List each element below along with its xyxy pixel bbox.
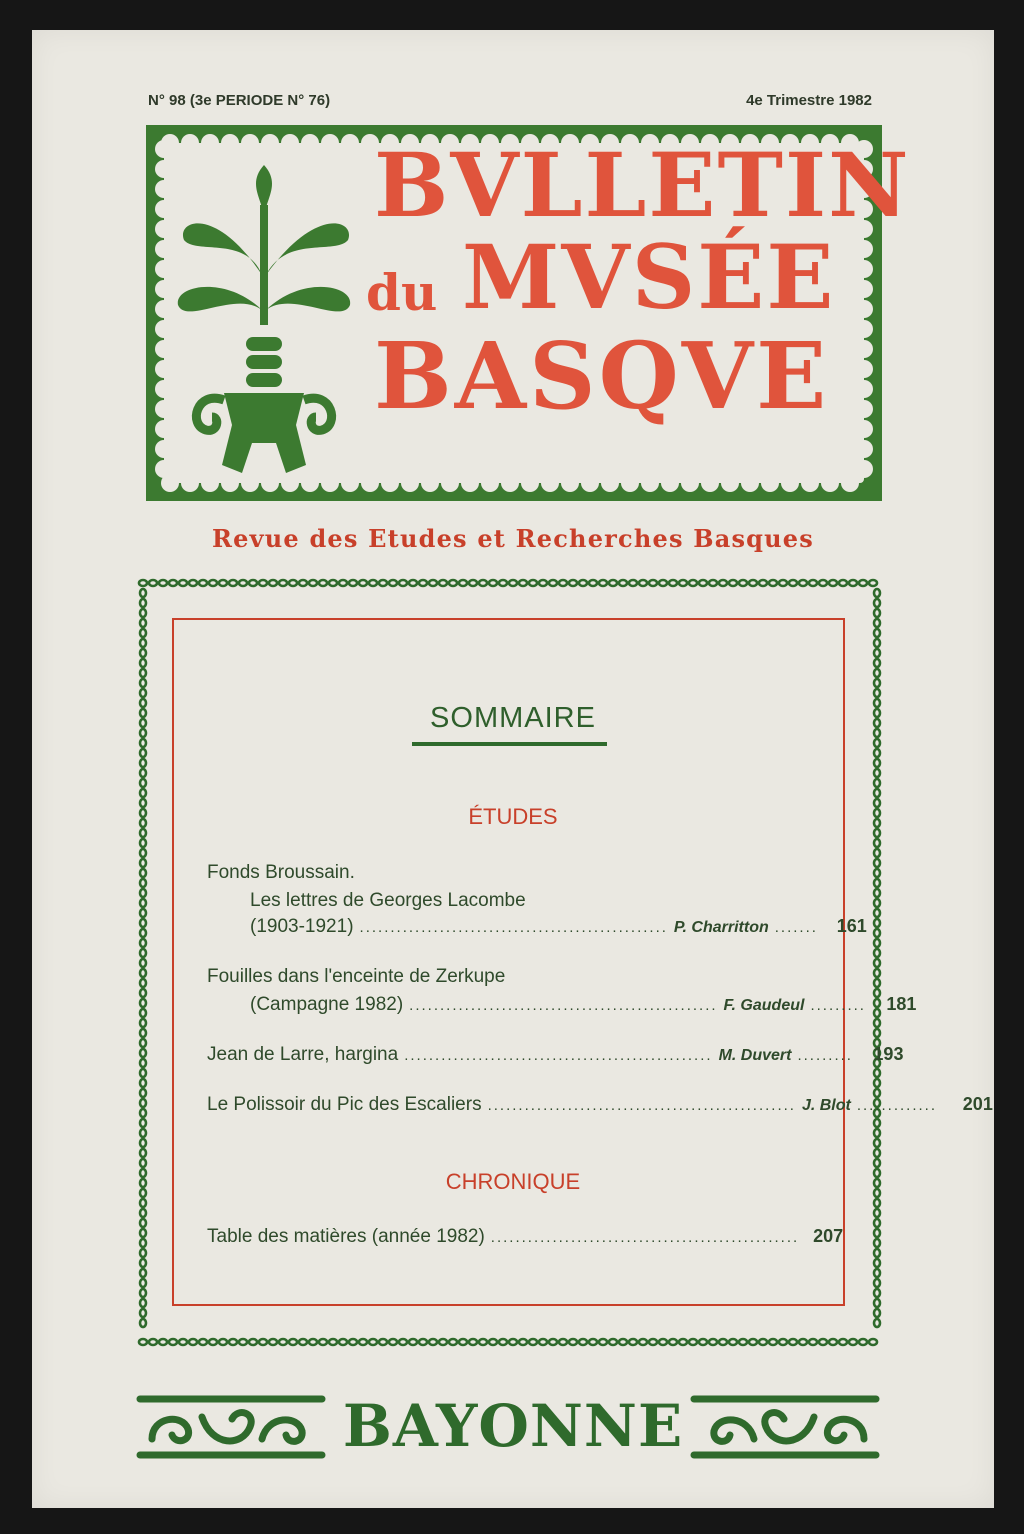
toc-leader-dots: ..................................................	[359, 919, 668, 936]
toc-leader-dots: .............	[856, 1097, 938, 1114]
toc-page-number: 193	[873, 1044, 904, 1064]
toc-leader-dots: ..................................................	[490, 1229, 800, 1246]
masthead-line-3: BASQVE	[374, 322, 830, 430]
toc-leader-dots: ..................................................	[409, 997, 718, 1014]
toc-entry-text: Le Polissoir du Pic des Escaliers	[207, 1094, 482, 1115]
issue-number: N° 98 (3e PERIODE N° 76)	[148, 92, 331, 109]
cover-page	[32, 30, 994, 1508]
toc-author: M. Duvert	[718, 1047, 792, 1064]
toc-leader-dots: .........	[810, 997, 866, 1014]
toc-author: J. Blot	[801, 1097, 851, 1114]
toc-entry-text: Table des matières (année 1982)	[207, 1226, 485, 1247]
toc-entry	[207, 1226, 844, 1252]
tagline: Revue des Etudes et Recherches Basques	[212, 524, 814, 553]
city-name: BAYONNE	[342, 1392, 684, 1460]
toc-leader-dots: .......	[774, 919, 818, 936]
section-heading-chronique: CHRONIQUE	[445, 1169, 581, 1194]
masthead-line-2-small: du	[366, 263, 438, 322]
toc-entry-text: (1903-1921)	[250, 916, 354, 937]
masthead-title	[366, 133, 911, 495]
toc-entry-title: Fouilles dans l'enceinte de Zerkupe	[207, 966, 506, 987]
toc-entry	[207, 1044, 904, 1070]
toc-entry	[250, 916, 867, 942]
toc-entry	[207, 1094, 993, 1120]
masthead-line-1: BVLLETIN	[374, 133, 911, 237]
toc-entry-text: (Campagne 1982)	[250, 994, 404, 1015]
toc-page-number: 201	[962, 1094, 993, 1114]
sommaire-title: SOMMAIRE	[430, 702, 596, 734]
toc-entry-subtitle: Les lettres de Georges Lacombe	[250, 890, 526, 911]
toc-entry-title: Fonds Broussain.	[207, 862, 355, 883]
toc-entry	[250, 994, 917, 1020]
toc-leader-dots: ..................................................	[404, 1047, 713, 1064]
toc-leader-dots: .........	[797, 1047, 853, 1064]
issue-date: 4e Trimestre 1982	[746, 92, 872, 109]
toc-page-number: 207	[813, 1226, 844, 1246]
toc-leader-dots: ..................................................	[487, 1097, 796, 1114]
masthead-line-2: MVSÉE	[462, 225, 836, 329]
section-heading-etudes: ÉTUDES	[468, 804, 558, 829]
toc-page-number: 161	[836, 916, 867, 936]
toc-author: P. Charritton	[673, 919, 769, 936]
toc-entry-text: Jean de Larre, hargina	[207, 1044, 399, 1065]
toc-page-number: 181	[886, 994, 917, 1014]
toc-author: F. Gaudeul	[723, 997, 805, 1014]
sommaire-underline	[412, 742, 607, 746]
